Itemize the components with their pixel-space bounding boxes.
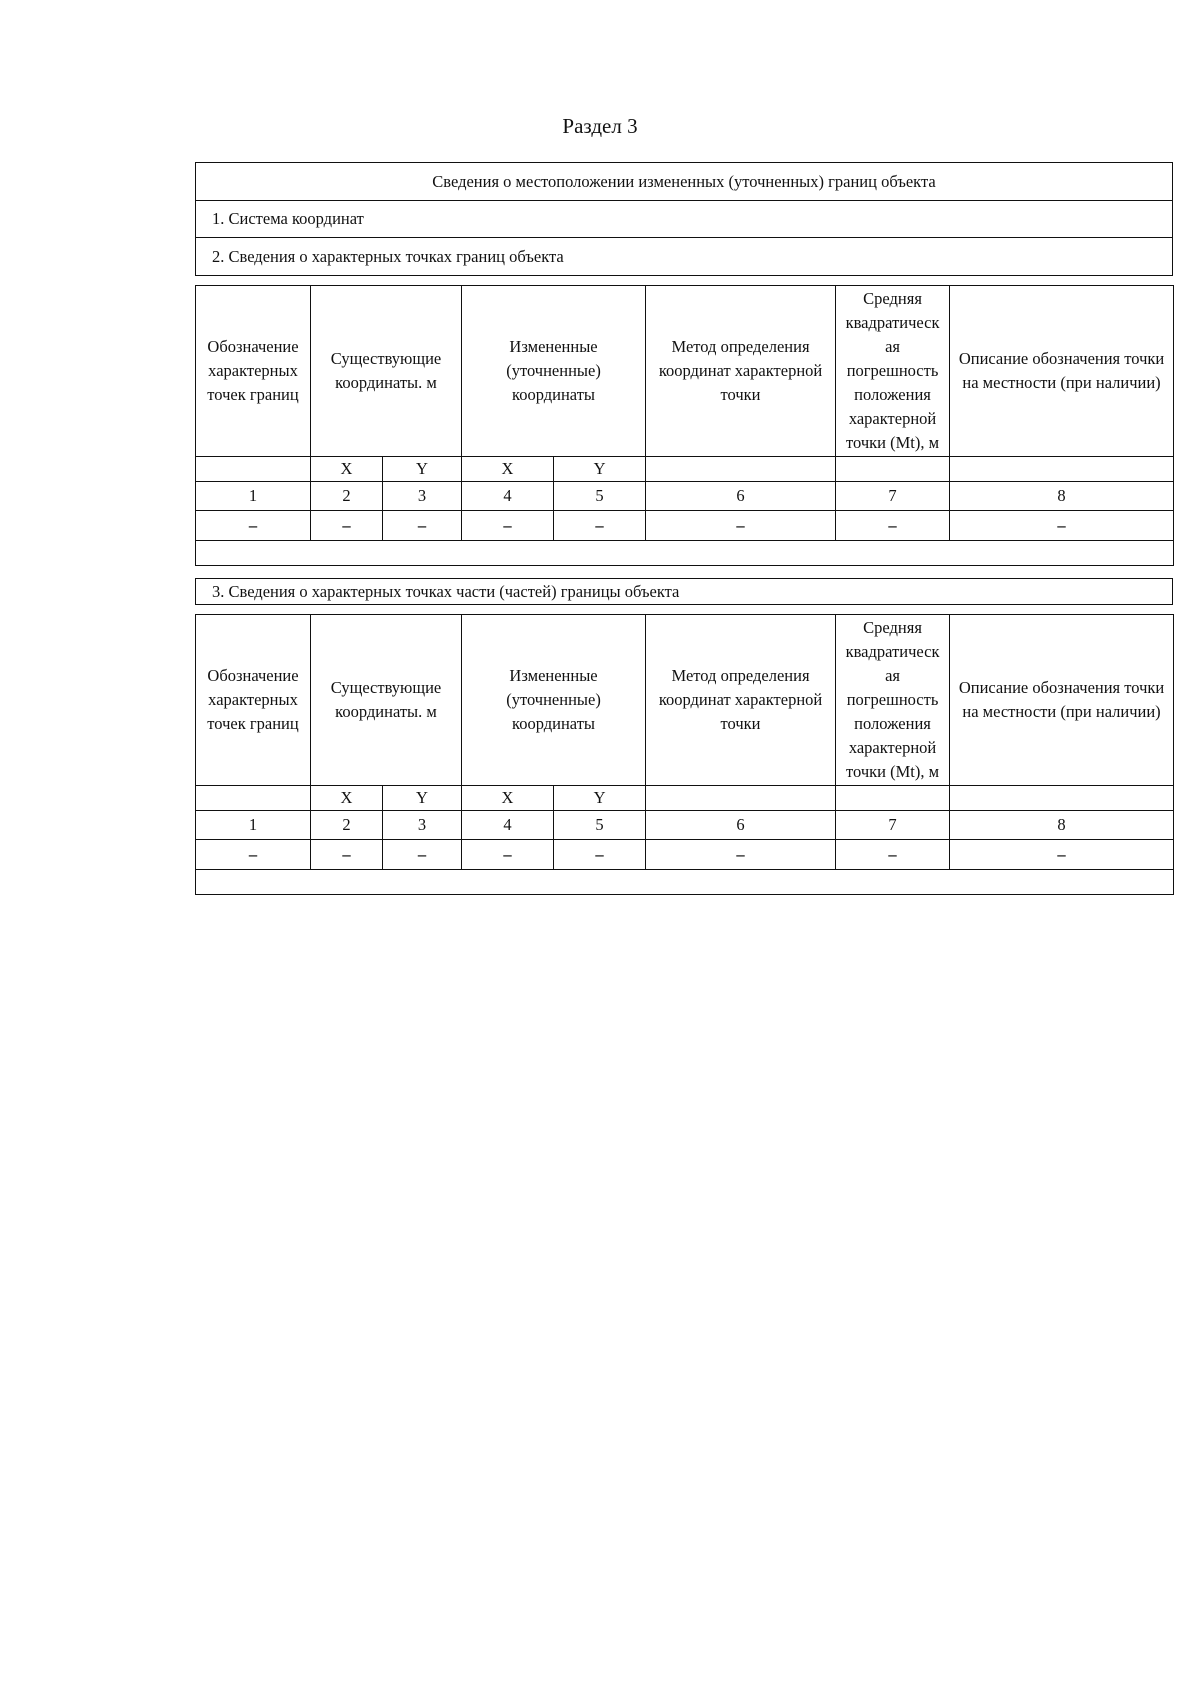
dash-cell: – <box>836 840 950 870</box>
axis-y: Y <box>554 786 646 811</box>
axis-cell-empty <box>950 457 1174 482</box>
data-row <box>196 840 1174 870</box>
part-boundary-points-row <box>195 578 1173 605</box>
header-description: Описание обозначения точки на местности (при наличии) <box>950 286 1174 457</box>
part-boundary-points-table <box>195 614 1174 895</box>
axis-y: Y <box>383 457 462 482</box>
axis-cell-empty <box>196 457 311 482</box>
column-number: 7 <box>836 482 950 511</box>
axis-x: X <box>311 457 383 482</box>
column-number: 8 <box>950 482 1174 511</box>
axis-cell-empty <box>196 786 311 811</box>
axis-cell-empty <box>836 786 950 811</box>
column-number: 6 <box>646 811 836 840</box>
header-designation: Обозначение характерных точек границ <box>196 615 311 786</box>
column-number: 4 <box>462 482 554 511</box>
boundary-points-table <box>195 285 1174 566</box>
info-block <box>195 162 1173 276</box>
header-row <box>196 615 1174 786</box>
dash-cell: – <box>196 840 311 870</box>
header-changed-coordinates: Измененные (уточненные) координаты <box>462 286 646 457</box>
block-title: Сведения о местоположении измененных (уточненных) границ объекта <box>432 171 936 191</box>
dash-cell: – <box>462 511 554 541</box>
dash-cell: – <box>554 511 646 541</box>
column-number: 2 <box>311 811 383 840</box>
dash-cell: – <box>462 840 554 870</box>
blank-cell <box>196 870 1174 895</box>
column-number: 3 <box>383 811 462 840</box>
column-number-row <box>196 811 1174 840</box>
blank-row <box>196 541 1174 566</box>
axis-x: X <box>311 786 383 811</box>
column-number: 3 <box>383 482 462 511</box>
block-title-row <box>196 163 1172 201</box>
axis-cell-empty <box>950 786 1174 811</box>
header-accuracy: Средняя квадратическ ая погрешность положения характерной точки (Mt), м <box>836 615 950 786</box>
axis-cell-empty <box>646 786 836 811</box>
coordinate-system-row <box>196 201 1172 238</box>
column-number-row <box>196 482 1174 511</box>
header-designation: Обозначение характерных точек границ <box>196 286 311 457</box>
dash-cell: – <box>554 840 646 870</box>
axis-x: X <box>462 457 554 482</box>
column-number: 4 <box>462 811 554 840</box>
dash-cell: – <box>311 511 383 541</box>
boundary-points-label: 2. Сведения о характерных точках границ объекта <box>212 246 564 266</box>
column-number: 8 <box>950 811 1174 840</box>
dash-cell: – <box>646 840 836 870</box>
axis-cell-empty <box>646 457 836 482</box>
header-description: Описание обозначения точки на местности (при наличии) <box>950 615 1174 786</box>
header-existing-coordinates: Существующие координаты. м <box>311 615 462 786</box>
column-number: 5 <box>554 811 646 840</box>
axis-row <box>196 457 1174 482</box>
dash-cell: – <box>311 840 383 870</box>
header-existing-coordinates: Существующие координаты. м <box>311 286 462 457</box>
axis-cell-empty <box>836 457 950 482</box>
dash-cell: – <box>383 840 462 870</box>
boundary-points-row <box>196 238 1172 275</box>
axis-x: X <box>462 786 554 811</box>
column-number: 7 <box>836 811 950 840</box>
data-row <box>196 511 1174 541</box>
column-number: 6 <box>646 482 836 511</box>
blank-cell <box>196 541 1174 566</box>
dash-cell: – <box>196 511 311 541</box>
column-number: 1 <box>196 482 311 511</box>
dash-cell: – <box>836 511 950 541</box>
dash-cell: – <box>950 511 1174 541</box>
header-method: Метод определения координат характерной точки <box>646 615 836 786</box>
axis-y: Y <box>554 457 646 482</box>
column-number: 5 <box>554 482 646 511</box>
section-title: Раздел 3 <box>562 114 638 138</box>
blank-row <box>196 870 1174 895</box>
coordinate-system-label: 1. Система координат <box>212 209 364 229</box>
header-method: Метод определения координат характерной точки <box>646 286 836 457</box>
column-number: 2 <box>311 482 383 511</box>
header-changed-coordinates: Измененные (уточненные) координаты <box>462 615 646 786</box>
axis-row <box>196 786 1174 811</box>
header-accuracy: Средняя квадратическ ая погрешность положения характерной точки (Mt), м <box>836 286 950 457</box>
column-number: 1 <box>196 811 311 840</box>
axis-y: Y <box>383 786 462 811</box>
part-boundary-points-label: 3. Сведения о характерных точках части (частей) границы объекта <box>212 581 680 601</box>
dash-cell: – <box>950 840 1174 870</box>
dash-cell: – <box>383 511 462 541</box>
header-row <box>196 286 1174 457</box>
dash-cell: – <box>646 511 836 541</box>
